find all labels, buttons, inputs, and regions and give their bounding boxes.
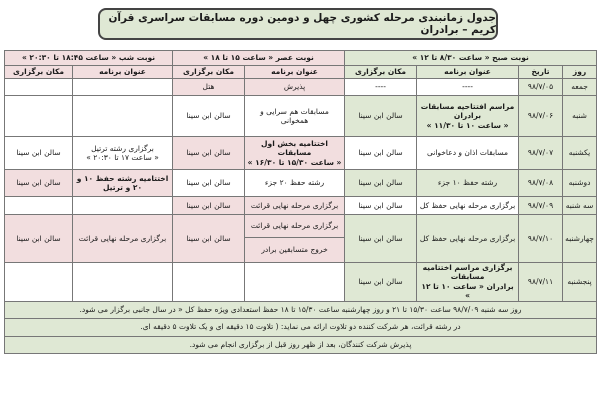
program-time: « ساعت ۱۵/۳۰ تا ۱۶/۳۰ » [247,157,342,167]
afternoon-program-cell: خروج متسابقین برادر [245,238,345,263]
morning-program-cell: رشته حفظ ۱۰ جزء [417,170,519,197]
program-time: برادران « ساعت ۱۰ تا ۱۲ » [421,281,514,301]
evening-venue-cell: سالن ابن سینا [5,215,73,263]
note-row [5,336,597,353]
morning-program-cell [417,96,519,137]
day-cell: جمعه [563,79,597,96]
evening-program-cell [73,79,173,96]
header-program-morning: عنوان برنامه [417,66,519,79]
morning-program-cell: ---- [417,79,519,96]
afternoon-venue-cell: سالن ابن سینا [173,170,245,197]
day-cell: دوشنبه [563,170,597,197]
date-cell: ۹۸/۷/۰۷ [519,137,563,170]
shift-morning: نوبت صبح « ساعت ۸/۳۰ تا ۱۲ » [345,51,597,66]
page-title [98,8,498,40]
table-row [5,263,597,302]
morning-program-cell: برگزاری مرحله نهایی حفظ کل [417,215,519,263]
table-row [5,170,597,197]
afternoon-program-cell: پذیرش [245,79,345,96]
evening-program-cell: اختتامیه رشته حفظ ۱۰ و ۲۰ و ترتیل [73,170,173,197]
table-row [5,79,597,96]
header-program-evening: عنوان برنامه [73,66,173,79]
note-row [5,301,597,318]
afternoon-program-cell: مسابقات هم سرایی و همخوانی [245,96,345,137]
afternoon-program-cell: برگزاری مرحله نهایی قرائت [245,197,345,215]
evening-program-cell [73,263,173,302]
evening-program-cell [73,96,173,137]
program-line: برگزاری مراسم اختتامیه مسابقات [422,263,513,282]
program-time: « ساعت ۱۷ تا ۲۰:۳۰ » [86,153,159,162]
afternoon-venue-cell: سالن ابن سینا [173,96,245,137]
evening-venue-cell: سالن ابن سینا [5,137,73,170]
morning-venue-cell: ---- [345,79,417,96]
shift-evening: نوبت شب « ساعت ۱۸:۴۵ تا ۲۰:۳۰ » [5,51,173,66]
morning-venue-cell: سالن ابن سینا [345,215,417,263]
afternoon-venue-cell: سالن ابن سینا [173,215,245,263]
day-cell: شنبه [563,96,597,137]
note-text: روز سه شنبه ۹۸/۷/۰۹ ساعت ۱۵/۳۰ تا ۲۱ و روز چهارشنبه ساعت ۱۵/۳۰ تا ۱۸ حفظ استعدادی ویژه حفظ کل « در سال جانبی برگزار می شود. [5,301,597,318]
evening-venue-cell [5,263,73,302]
evening-venue-cell: سالن ابن سینا [5,170,73,197]
evening-venue-cell [5,197,73,215]
evening-program-cell: برگزاری مرحله نهایی قرائت [73,215,173,263]
morning-program-cell [417,263,519,302]
morning-program-cell: برگزاری مرحله نهایی حفظ کل [417,197,519,215]
header-date: تاریخ [519,66,563,79]
shift-header-row [5,51,597,66]
shift-afternoon: نوبت عصر « ساعت ۱۵ تا ۱۸ » [173,51,345,66]
header-venue-morning: مکان برگزاری [345,66,417,79]
note-text: در رشته قرائت، هر شرکت کننده دو تلاوت ارائه می نماید: ( تلاوت ۱۵ دقیقه ای و یک تلاوت ۵ دقیقه ای. [5,318,597,336]
day-cell: یکشنبه [563,137,597,170]
evening-venue-cell [5,96,73,137]
program-line: اختتامیه بخش اول مسابقات [261,138,328,158]
date-cell: ۹۸/۷/۰۵ [519,79,563,96]
schedule-table [4,50,597,354]
header-program-afternoon: عنوان برنامه [245,66,345,79]
morning-venue-cell: سالن ابن سینا [345,197,417,215]
morning-program-cell: مسابقات اذان و دعاخوانی [417,137,519,170]
table-row [5,137,597,170]
date-cell: ۹۸/۷/۱۱ [519,263,563,302]
column-header-row [5,66,597,79]
day-cell: پنجشنبه [563,263,597,302]
afternoon-program-cell: برگزاری مرحله نهایی قرائت [245,215,345,238]
note-row [5,318,597,336]
morning-venue-cell: سالن ابن سینا [345,137,417,170]
evening-program-cell [73,137,173,170]
afternoon-venue-cell [173,263,245,302]
table-row [5,215,597,238]
date-cell: ۹۸/۷/۱۰ [519,215,563,263]
date-cell: ۹۸/۷/۰۹ [519,197,563,215]
afternoon-program-cell [245,137,345,170]
afternoon-venue-cell: سالن ابن سینا [173,137,245,170]
header-venue-evening: مکان برگزاری [5,66,73,79]
afternoon-program-cell [245,263,345,302]
afternoon-venue-cell: سالن ابن سینا [173,197,245,215]
morning-venue-cell: سالن ابن سینا [345,170,417,197]
header-day: روز [563,66,597,79]
evening-program-cell [73,197,173,215]
table-row [5,96,597,137]
afternoon-venue-cell: هتل [173,79,245,96]
header-venue-afternoon: مکان برگزاری [173,66,245,79]
program-line: برگزاری رشته ترتیل [91,143,154,153]
day-cell: سه شنبه [563,197,597,215]
morning-venue-cell: سالن ابن سینا [345,263,417,302]
morning-venue-cell: سالن ابن سینا [345,96,417,137]
table-row [5,197,597,215]
day-cell: چهارشنبه [563,215,597,263]
program-time: « ساعت ۱۰ تا ۱۱/۳۰ » [426,120,509,130]
date-cell: ۹۸/۷/۰۸ [519,170,563,197]
afternoon-program-cell: رشته حفظ ۲۰ جزء [245,170,345,197]
title-text: جدول زمانبندی مرحله کشوری چهل و دومین دوره مسابقات سراسری قرآن کریم – برادران [108,12,496,36]
program-line: مراسم افتتاحیه مسابقات برادران [420,101,515,121]
note-text: پذیرش شرکت کنندگان، بعد از ظهر روز قبل از برگزاری انجام می شود. [5,336,597,353]
evening-venue-cell [5,79,73,96]
date-cell: ۹۸/۷/۰۶ [519,96,563,137]
